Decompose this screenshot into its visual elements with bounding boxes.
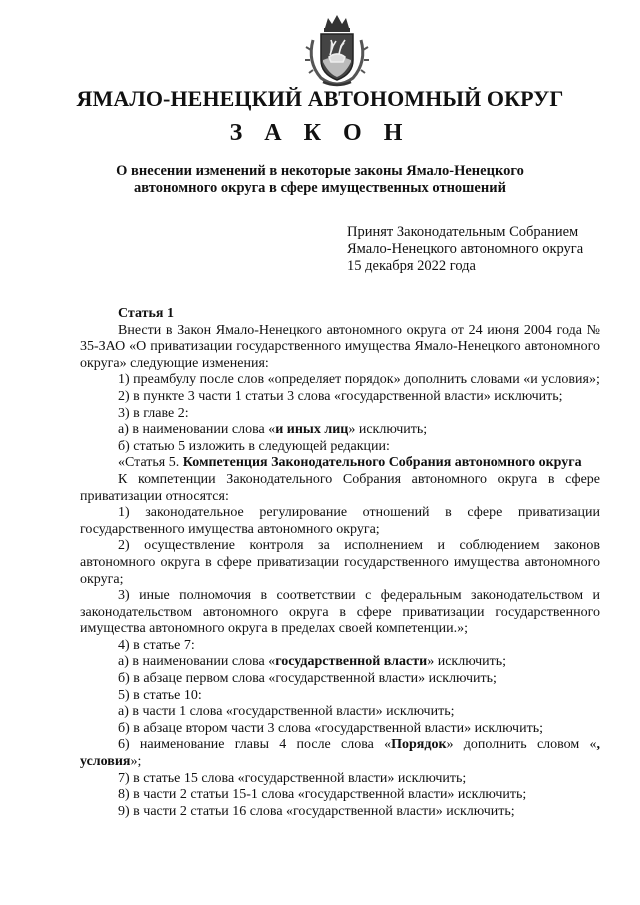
adoption-line: Принят Законодательным Собранием [347,224,579,240]
coat-of-arms-icon [295,10,379,90]
list-item: а) в части 1 слова «государственной власти» исключить; [118,704,455,720]
list-item: 1) преамбулу после слов «определяет порядок» дополнить словами «и условия»; [118,372,600,388]
list-item: 9) в части 2 статьи 16 слова «государственной власти» исключить; [118,803,515,819]
article-heading: Статья 1 [118,306,174,321]
document-title [70,163,570,197]
document-type: З А К О Н [229,120,411,146]
adoption-date: 15 декабря 2022 года [347,258,476,274]
adoption-note [347,224,627,275]
list-item: 2) осуществление контроля за исполнением и соблюдением законов автономного округа в сфере приватизации государственного имущества автономного округа; [80,538,600,587]
title-line: О внесении изменений в некоторые законы Ямало-Ненецкого [116,163,524,179]
list-item: а) в наименовании слова «государственной власти» исключить; [118,654,507,670]
list-item: б) статью 5 изложить в следующей редакции: [118,438,390,454]
list-item: 2) в пункте 3 части 1 статьи 3 слова «государственной власти» исключить; [118,388,563,404]
paragraph: Внести в Закон Ямало-Ненецкого автономного округа от 24 июня 2004 года № 35-ЗАО «О приватизации государственного имущества Ямало-Ненецкого автономного округа» следующие изменения: [80,322,600,371]
list-item: б) в абзаце втором части 3 слова «государственной власти» исключить; [118,720,543,736]
adoption-line: Ямало-Ненецкого автономного округа [347,241,584,257]
list-item: 8) в части 2 статьи 15-1 слова «государственной власти» исключить; [118,787,527,803]
list-item: а) в наименовании слова «и иных лиц» исключить; [118,422,428,438]
list-item: б) в абзаце первом слова «государственной власти» исключить; [118,671,497,687]
paragraph: К компетенции Законодательного Собрания автономного округа в сфере приватизации относятся: [80,471,600,504]
list-item: 7) в статье 15 слова «государственной власти» исключить; [118,770,467,786]
list-item: 3) в главе 2: [118,405,189,421]
list-item: 5) в статье 10: [118,687,202,703]
article-5-heading: «Статья 5. Компетенция Законодательного Собрания автономного округа [118,455,582,471]
title-line: автономного округа в сфере имущественных отношений [134,180,506,196]
list-item: 3) иные полномочия в соответствии с федеральным законодательством и законодательством автономного округа в сфере приватизации государственного имущества автономного округа в пределах своей компетенции.»; [80,588,600,637]
list-item: 6) наименование главы 4 после слова «Порядок» дополнить словом «, условия»; [80,737,600,770]
region-name: ЯМАЛО-НЕНЕЦКИЙ АВТОНОМНЫЙ ОКРУГ [76,86,564,111]
list-item: 4) в статье 7: [118,637,195,653]
document-body [80,306,600,820]
list-item: 1) законодательное регулирование отношений в сфере приватизации государственного имущества автономного округа; [80,505,600,537]
